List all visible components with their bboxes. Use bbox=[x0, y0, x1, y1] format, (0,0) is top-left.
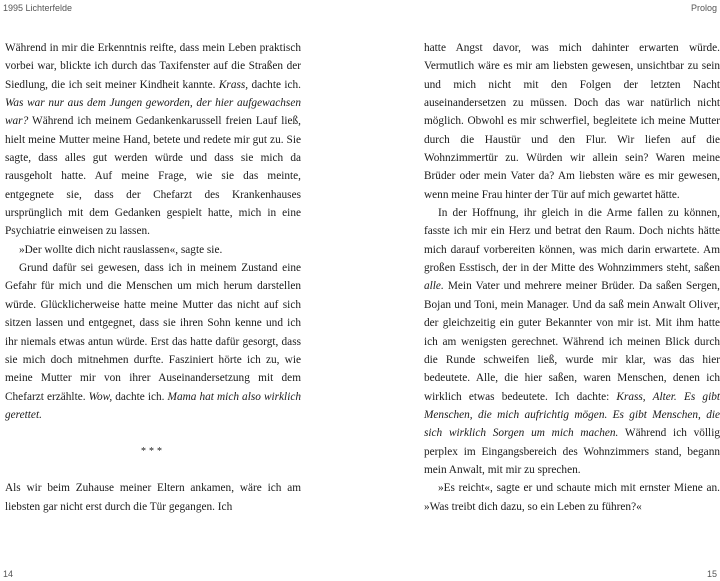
italic-run: alle. bbox=[424, 280, 444, 293]
text-run: Mein Vater und mehrere meiner Brüder. Da saßen Sergen, Bojan und Toni, mein Manager. Und da saß mein Anwalt Oliver, der gleichzeitig ein guter Bekannter von mir ist. Mit ihm hatte ich am wenigsten gerechnet. Während ich meinen Blick durch die Runde schweifen ließ, wurde mir klar, was das hier bedeutete. Alle, die hier saßen, waren Menschen, denen ich wirklich etwas bedeutete. Ich dachte: bbox=[424, 280, 720, 403]
running-header-left: 1995 Lichterfelde bbox=[3, 3, 73, 13]
running-header-right: Prolog bbox=[690, 3, 717, 13]
paragraph: hatte Angst davor, was mich dahinter erwarten würde. Vermutlich wäre es mir am liebsten gewesen, unsichtbar zu sein und mich nicht mit den Folgen der letzten Nacht auseinandersetzen zu müssen. Doch das war natürlich nicht möglich. Obwohl es mir schwerfiel, begleitete ich meine Mutter durch die Haustür und den Flur. Wir liefen auf die Wohnzimmertür zu. Würden wir allein sein? Waren meine Brüder oder mein Vater da? Am liebsten wäre es mir gewesen, wenn meine Frau hinter der Tür auf mich gewartet hätte. bbox=[424, 42, 720, 201]
paragraph-dialogue: »Der wollte dich nicht rauslassen«, sagte sie. bbox=[19, 243, 223, 256]
right-page-text bbox=[424, 39, 720, 516]
text-run: dachte ich. bbox=[248, 78, 301, 91]
paragraph-dialogue: »Es reicht«, sagte er und schaute mich mit ernster Miene an. »Was treibt dich dazu, so ein Leben zu führen?« bbox=[424, 482, 720, 513]
text-run: Grund dafür sei gewesen, dass ich in meinem Zustand eine Gefahr für mich und die Menschen um mich herum darstellen würde. Glücklicherweise hatte meine Mutter das nicht auf sich sitzen lassen und entgegnet, dass sie ihren Sohn kenne und ich ihr niemals etwas antun würde. Erst das hatte dafür gesorgt, dass sie mich doch mitnehmen durfte. Fasziniert hörte ich zu, wie meine Mutter mir von ihrer Auseinandersetzung mit dem Chefarzt erzählte. bbox=[5, 262, 301, 403]
italic-run: Was war nur aus dem Jungen geworden, der hier aufgewachsen war? bbox=[5, 97, 301, 128]
italic-run: Krass, Alter. Es gibt Menschen, die mich aufrichtig mögen. Es gibt Menschen, die sich wirklich Sorgen um mich machen. bbox=[424, 390, 720, 440]
paragraph: Als wir beim Zuhause meiner Eltern ankamen, wäre ich am liebsten gar nicht erst durch die Tür gegangen. Ich bbox=[5, 482, 301, 513]
text-run: In der Hoffnung, ihr gleich in die Arme fallen zu können, fasste ich mir ein Herz und betrat den Raum. Doch nichts hätte mich darauf vorbereiten können, was mich darin erwartete. Am großen Esstisch, der in der Mitte des Wohnzimmers steht, saßen bbox=[424, 207, 720, 275]
left-page-text bbox=[5, 39, 301, 516]
text-run: Während ich meinem Gedankenkarussell freien Lauf ließ, hielt meine Mutter meine Hand, betete und redete mir gut zu. Sie sagte, dass alles gut werden würde und dass sie mich da rausgeholt hatte. Auf meine Frage, wie sie das meinte, entgegnete sie, dass der Chefarzt des Krankenhauses ursprünglich mit dem Gedanken gespielt hatte, mich in eine Psychiatrie einweisen zu lassen. bbox=[5, 115, 301, 238]
page-number-left: 14 bbox=[3, 569, 14, 579]
section-separator: *** bbox=[141, 446, 165, 458]
text-run: Während ich völlig perplex im Eingangsbereich des Wohnzimmers stand, begann mein Anwalt, mit mir zu sprechen. bbox=[424, 427, 720, 476]
paragraph bbox=[424, 204, 720, 479]
text-run: Während in mir die Erkenntnis reifte, dass mein Leben praktisch vorbei war, blickte ich durch das Taxifenster auf die Straßen der Siedlung, die ich seit meiner Kindheit kannte. bbox=[5, 42, 301, 91]
italic-run: Krass, bbox=[218, 78, 249, 91]
paragraph bbox=[5, 39, 301, 241]
text-run: dachte ich. bbox=[112, 390, 168, 403]
italic-run: Wow, bbox=[88, 390, 113, 403]
paragraph bbox=[5, 259, 301, 424]
italic-run: Mama hat mich also wirklich gerettet. bbox=[5, 390, 302, 421]
page-number-right: 15 bbox=[706, 569, 717, 579]
